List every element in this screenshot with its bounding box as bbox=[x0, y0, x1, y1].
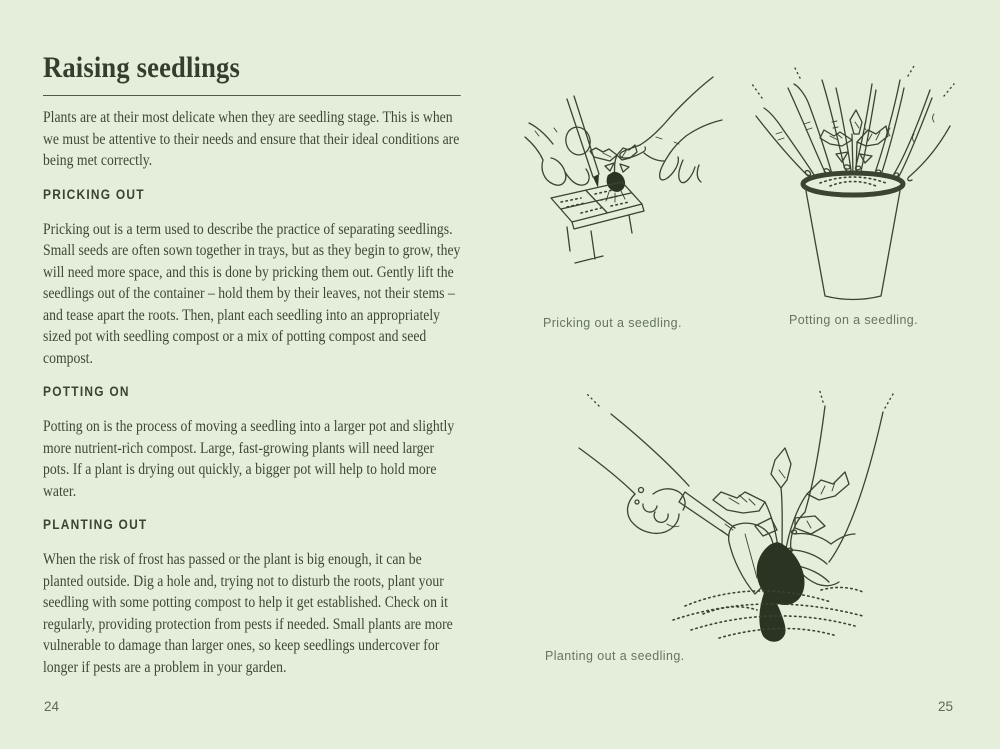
planting-out-figure bbox=[533, 378, 963, 643]
planting-out-illustration bbox=[533, 378, 963, 643]
caption-potting-on: Potting on a seedling. bbox=[789, 313, 919, 327]
pricking-out-illustration bbox=[523, 65, 723, 310]
left-page-text-column bbox=[43, 53, 461, 694]
potting-on-illustration bbox=[748, 62, 958, 307]
page-title: Raising seedlings bbox=[43, 53, 461, 96]
page-number-right: 25 bbox=[937, 699, 953, 714]
intro-paragraph: Plants are at their most delicate when they are seedling stage. This is when we must be attentive to their needs and ensure that their ideal conditions are being met correctly. bbox=[43, 109, 460, 169]
section-heading-pricking-out: PRICKING OUT bbox=[43, 186, 145, 202]
page-number-left: 24 bbox=[44, 699, 60, 714]
section-body-planting-out: When the risk of frost has passed or the plant is big enough, it can be planted outside. Dig a hole and, trying not to disturb the roots, plant your seedling with some potting compost to help it get established. Check on it regularly, providing protection from pests if needed. Small plants are more vulnerable to damage than larger ones, so keep seedlings undercover for longer if pests are a problem in your garden. bbox=[43, 551, 453, 676]
section-body-pricking-out: Pricking out is a term used to describe the practice of separating seedlings. Small seeds are often sown together in trays, but as they begin to grow, they will need more space, and this is done by pricking them out. Gently lift the seedlings out of the container – hold them by their leaves, not their stems – and tease apart the roots. Then, plant each seedling into an appropriately sized pot with seedling compost or a mix of potting compost and seed compost. bbox=[43, 220, 461, 367]
pricking-out-figure bbox=[523, 65, 723, 310]
caption-pricking-out: Pricking out a seedling. bbox=[543, 316, 682, 330]
caption-planting-out: Planting out a seedling. bbox=[545, 649, 685, 663]
section-body-potting-on: Potting on is the process of moving a seedling into a larger pot and slightly more nutrient-rich compost. Large, fast-growing plants will need larger pots. If a plant is drying out quickly, a bigger pot will help to hold more water. bbox=[43, 418, 455, 500]
potting-on-figure bbox=[748, 62, 958, 307]
section-heading-planting-out: PLANTING OUT bbox=[43, 517, 148, 532]
section-heading-potting-on: POTTING ON bbox=[43, 384, 130, 399]
